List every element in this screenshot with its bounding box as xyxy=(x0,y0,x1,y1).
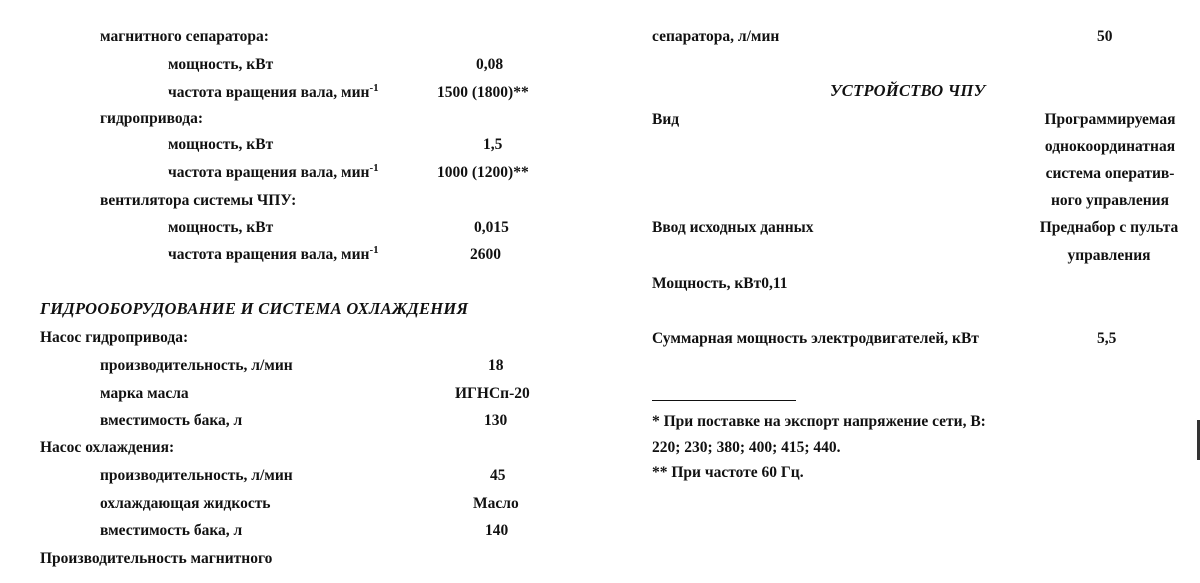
coolant-pump-coolant-value: Масло xyxy=(473,495,519,512)
hydraulic-drive-label: гидропривода: xyxy=(100,110,203,127)
coolant-pump-capacity-value: 45 xyxy=(490,467,506,484)
total-power-value: 5,5 xyxy=(1097,330,1117,347)
input-data-label: Ввод исходных данных xyxy=(652,219,814,236)
hydraulic-pump-oil-value: ИГНСп-20 xyxy=(455,385,530,402)
cnc-type-value-1: Программируемая xyxy=(1044,111,1176,128)
cnc-fan-label: вентилятора системы ЧПУ: xyxy=(100,192,297,209)
input-data-value-2: управления xyxy=(1067,247,1151,264)
cnc-type-value-2: однокоординатная xyxy=(1044,138,1176,155)
cnc-type-label: Вид xyxy=(652,111,680,128)
coolant-pump-label: Насос охлаждения: xyxy=(40,439,175,456)
hydraulic-drive-speed-value: 1000 (1200)** xyxy=(437,164,529,181)
cnc-heading: УСТРОЙСТВО ЧПУ xyxy=(830,81,986,100)
magnetic-separator-power-value: 0,08 xyxy=(476,56,504,73)
magnetic-separator-label: магнитного сепаратора: xyxy=(100,28,269,45)
hydraulic-drive-power-value: 1,5 xyxy=(483,136,503,153)
footnote-divider xyxy=(652,400,796,401)
input-data-value-1: Преднабор с пульта xyxy=(1039,219,1179,236)
separator-capacity-value: 50 xyxy=(1097,28,1113,45)
hydraulics-heading: ГИДРООБОРУДОВАНИЕ И СИСТЕМА ОХЛАЖДЕНИЯ xyxy=(40,299,469,318)
cnc-power: Мощность, кВт0,11 xyxy=(652,275,788,292)
hydraulic-pump-capacity-value: 18 xyxy=(488,357,504,374)
separator-capacity-label: Производительность магнитного xyxy=(40,550,273,567)
footnote-1: * При поставке на экспорт напряжение сети, В: xyxy=(652,413,986,430)
separator-capacity-label-cont: сепаратора, л/мин xyxy=(652,28,780,45)
footnote-1-cont: 220; 230; 380; 400; 415; 440. xyxy=(652,439,841,456)
hydraulic-pump-tank-label: вместимость бака, л xyxy=(100,412,243,429)
cnc-type-value-4: ного управления xyxy=(1051,192,1169,209)
hydraulic-drive-power-label: мощность, кВт xyxy=(168,136,274,153)
cnc-fan-power-label: мощность, кВт xyxy=(168,219,274,236)
footnote-2: ** При частоте 60 Гц. xyxy=(652,464,804,481)
cnc-type-value-3: система оператив- xyxy=(1045,165,1175,182)
hydraulic-pump-oil-label: марка масла xyxy=(100,385,189,402)
hydraulic-pump-capacity-label: производительность, л/мин xyxy=(100,357,293,374)
cnc-fan-speed-value: 2600 xyxy=(470,246,501,263)
coolant-pump-capacity-label: производительность, л/мин xyxy=(100,467,293,484)
cnc-fan-power-value: 0,015 xyxy=(474,219,509,236)
magnetic-separator-power-label: мощность, кВт xyxy=(168,56,274,73)
magnetic-separator-speed-label: частота вращения вала, мин$^{-1}$ xyxy=(168,82,379,101)
cnc-fan-speed-label: частота вращения вала, мин$^{-1}$ xyxy=(168,244,379,263)
hydraulic-pump-label: Насос гидропривода: xyxy=(40,329,189,346)
coolant-pump-tank-label: вместимость бака, л xyxy=(100,522,243,539)
total-power-label: Суммарная мощность электродвигателей, кВт xyxy=(652,330,979,347)
magnetic-separator-speed-value: 1500 (1800)** xyxy=(437,84,529,101)
coolant-pump-tank-value: 140 xyxy=(485,522,509,539)
hydraulic-pump-tank-value: 130 xyxy=(484,412,508,429)
coolant-pump-coolant-label: охлаждающая жидкость xyxy=(100,495,271,512)
hydraulic-drive-speed-label: частота вращения вала, мин$^{-1}$ xyxy=(168,162,379,181)
